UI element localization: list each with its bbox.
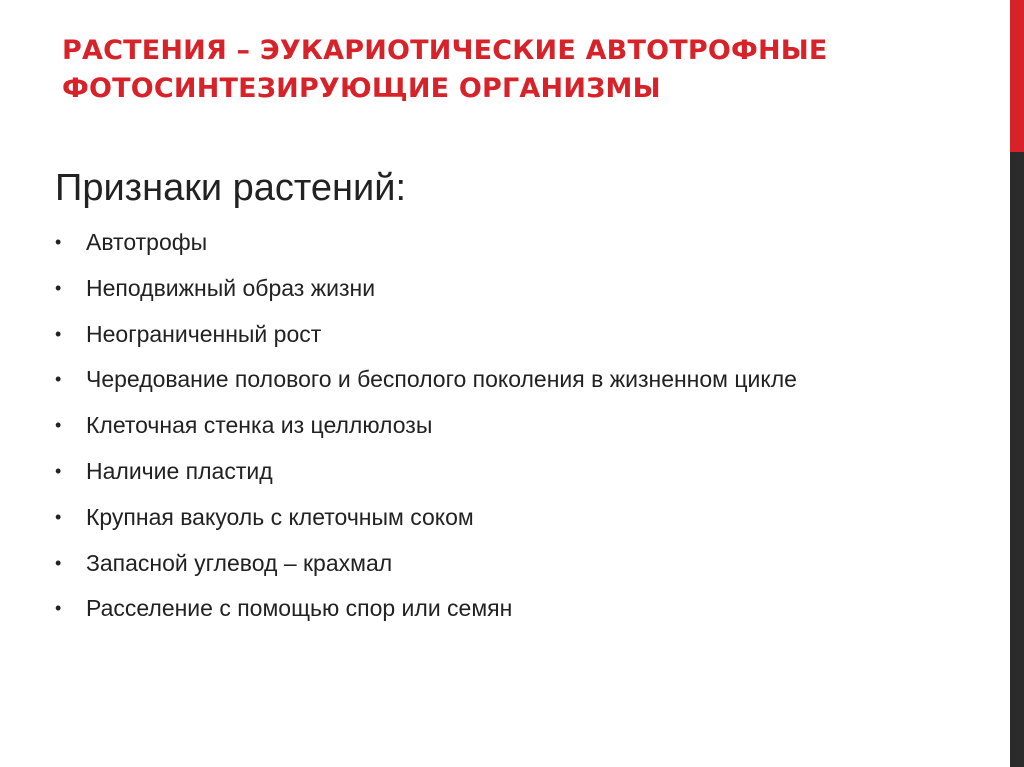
bullet-dot-icon: •: [55, 415, 62, 436]
bullet-text: Наличие пластид: [86, 457, 273, 484]
bullet-text: Запасной углевод – крахмал: [86, 549, 393, 576]
bullet-dot-icon: •: [55, 460, 62, 481]
bullet-dot-icon: •: [55, 323, 62, 344]
bullet-dot-icon: •: [55, 506, 62, 527]
bullet-text: Неподвижный образ жизни: [86, 274, 376, 301]
bullet-text: Крупная вакуоль с клеточным соком: [86, 503, 474, 530]
bullet-item: [55, 405, 797, 451]
slide-title-line-1: РАСТЕНИЯ – ЭУКАРИОТИЧЕСКИЕ АВТОТРОФНЫЕ: [62, 35, 828, 66]
bullet-text: Клеточная стенка из целлюлозы: [86, 412, 433, 439]
bullet-list: [55, 222, 797, 634]
bullet-dot-icon: •: [55, 598, 62, 619]
bullet-item: [55, 268, 797, 314]
slide-title: [62, 32, 962, 108]
bullet-dot-icon: •: [55, 277, 62, 298]
bullet-text: Неограниченный рост: [86, 320, 322, 347]
bullet-text: Расселение с помощью спор или семян: [86, 595, 513, 622]
bullet-text: Автотрофы: [86, 229, 208, 255]
bullet-dot-icon: •: [55, 232, 62, 252]
slide-subtitle: Признаки растений:: [55, 167, 406, 209]
bullet-item: [55, 314, 797, 360]
bullet-dot-icon: •: [55, 369, 62, 390]
bullet-dot-icon: •: [55, 552, 62, 573]
bullet-item: [55, 451, 797, 497]
accent-bar-dark: [1010, 152, 1024, 767]
bullet-item: [55, 588, 797, 634]
bullet-item: [55, 543, 797, 589]
bullet-item: [55, 497, 797, 543]
bullet-item: [55, 222, 797, 268]
bullet-item: [55, 359, 797, 405]
slide-title-line-2: ФОТОСИНТЕЗИРУЮЩИЕ ОРГАНИЗМЫ: [62, 73, 661, 104]
accent-bar-red: [1010, 0, 1024, 152]
bullet-text: Чередование полового и бесполого поколения в жизненном цикле: [86, 366, 797, 393]
